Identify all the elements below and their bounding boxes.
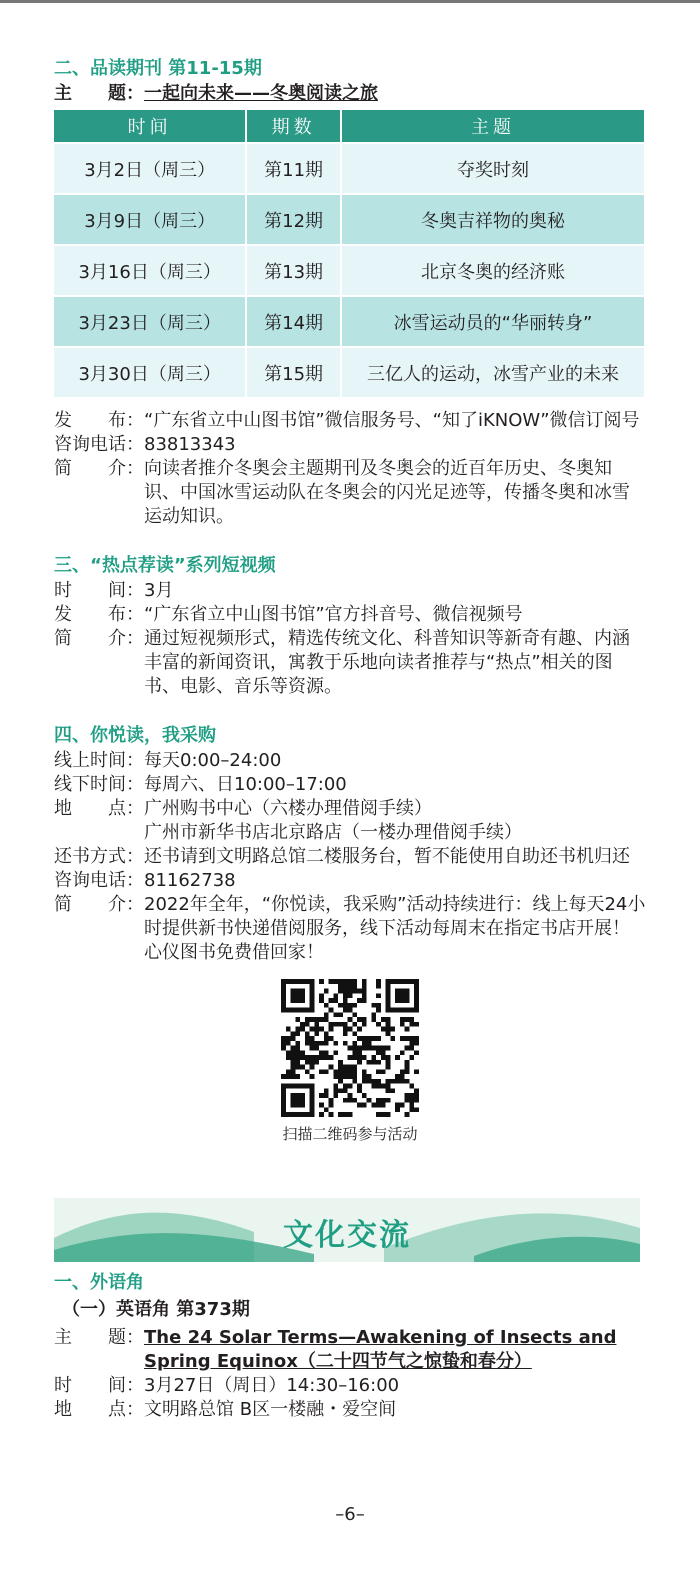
culture-banner (54, 1198, 640, 1262)
return-label: 还书方式： (54, 846, 144, 867)
online-value: 每天0:00–24:00 (144, 750, 282, 771)
cell-topic: 三亿人的运动，冰雪产业的未来 (342, 348, 644, 397)
intro-row (54, 893, 646, 965)
time-row (54, 1374, 646, 1398)
cell-topic: 冬奥吉祥物的奥秘 (342, 195, 644, 244)
phone-label: 咨询电话： (54, 434, 144, 455)
online-time-row (54, 749, 646, 773)
phone-row (54, 433, 646, 457)
place-value: 文明路总馆 B区一楼融・爱空间 (144, 1399, 397, 1420)
phone-label: 咨询电话： (54, 870, 144, 891)
time-value: 3月27日（周日）14:30–16:00 (144, 1375, 400, 1396)
phone-value: 81162738 (144, 870, 236, 891)
table-row (54, 348, 644, 397)
section-title-foreign-language-corner: 一、外语角 (54, 1272, 144, 1293)
subsection-title-english-corner: （一）英语角 第373期 (62, 1299, 250, 1320)
publish-row (54, 409, 646, 433)
schedule-table (52, 108, 646, 399)
section-title-periodicals: 二、品读期刊 第11-15期 (54, 58, 262, 79)
cell-date: 3月23日（周三） (54, 297, 245, 346)
theme-row (54, 82, 646, 106)
place-row (54, 1398, 646, 1422)
cell-issue: 第12期 (247, 195, 340, 244)
table-row (54, 195, 644, 244)
table-row (54, 297, 644, 346)
intro-value: 向读者推介冬奥会主题期刊及冬奥会的近百年历史、冬奥知识、中国冰雪运动队在冬奥会的闪光足迹等，传播冬奥和冰雪运动知识。 (144, 458, 630, 527)
qr-block (270, 979, 430, 1144)
cell-issue: 第15期 (247, 348, 340, 397)
table-row (54, 246, 644, 295)
publish-label: 发 布： (54, 604, 144, 625)
time-label: 时 间： (54, 1375, 144, 1396)
offline-label: 线下时间： (54, 774, 144, 795)
header-topic: 主题 (342, 110, 644, 142)
intro-label: 简 介： (54, 894, 144, 915)
place-label: 地 点： (54, 798, 144, 819)
qr-code-icon[interactable] (281, 979, 419, 1117)
theme-value: 一起向未来——冬奥阅读之旅 (144, 83, 378, 104)
place-label: 地 点： (54, 1399, 144, 1420)
intro-label: 简 介： (54, 628, 144, 649)
cell-date: 3月16日（周三） (54, 246, 245, 295)
phone-row (54, 869, 646, 893)
section-title-hot-reads: 三、“热点荐读”系列短视频 (54, 555, 276, 576)
intro-value: 2022年全年，“你悦读，我采购”活动持续进行：线上每天24小时提供新书快递借阅服务，线下活动每周末在指定书店开展！心仪图书免费借回家！ (144, 894, 646, 963)
publish-label: 发 布： (54, 410, 144, 431)
intro-row (54, 627, 646, 699)
phone-value: 83813343 (144, 434, 236, 455)
table-row (54, 144, 644, 193)
offline-time-row (54, 773, 646, 797)
section-title-you-read-we-buy: 四、你悦读，我采购 (54, 725, 216, 746)
theme-value-line-1: The 24 Solar Terms—Awakening of Insects and (144, 1327, 617, 1348)
document-page (54, 56, 646, 1422)
table-header-row (54, 110, 644, 142)
top-border (0, 0, 700, 3)
header-time: 时间 (54, 110, 245, 142)
theme-row (54, 1326, 646, 1374)
publish-value: “广东省立中山图书馆”官方抖音号、微信视频号 (144, 604, 523, 625)
place-value (144, 797, 646, 845)
cell-issue: 第14期 (247, 297, 340, 346)
place-value-line-2: 广州市新华书店北京路店（一楼办理借阅手续） (144, 822, 522, 843)
return-row (54, 845, 646, 869)
cell-topic: 夺奖时刻 (342, 144, 644, 193)
cell-date: 3月2日（周三） (54, 144, 245, 193)
cell-topic: 冰雪运动员的“华丽转身” (342, 297, 644, 346)
intro-row (54, 457, 646, 529)
publish-row (54, 603, 646, 627)
place-value-line-1: 广州购书中心（六楼办理借阅手续） (144, 798, 432, 819)
time-label: 时 间： (54, 580, 144, 601)
theme-label: 主 题： (54, 83, 144, 104)
cell-topic: 北京冬奥的经济账 (342, 246, 644, 295)
time-value: 3月 (144, 580, 174, 601)
intro-value: 通过短视频形式，精选传统文化、科普知识等新奇有趣、内涵丰富的新闻资讯，寓教于乐地向读者推荐与“热点”相关的图书、电影、音乐等资源。 (144, 628, 630, 697)
publish-value: “广东省立中山图书馆”微信服务号、“知了iKNOW”微信订阅号 (144, 410, 640, 431)
page-number: –6– (335, 1504, 365, 1525)
cell-issue: 第11期 (247, 144, 340, 193)
online-label: 线上时间： (54, 750, 144, 771)
return-value: 还书请到文明路总馆二楼服务台，暂不能使用自助还书机归还 (144, 846, 630, 867)
time-row (54, 579, 646, 603)
theme-value (144, 1326, 646, 1374)
qr-caption: 扫描二维码参与活动 (282, 1125, 418, 1143)
cell-issue: 第13期 (247, 246, 340, 295)
intro-label: 简 介： (54, 458, 144, 479)
theme-value-line-2: Spring Equinox（二十四节气之惊蛰和春分） (144, 1351, 532, 1372)
cell-date: 3月30日（周三） (54, 348, 245, 397)
cell-date: 3月9日（周三） (54, 195, 245, 244)
banner-title: 文化交流 (283, 1218, 411, 1253)
header-issue: 期数 (247, 110, 340, 142)
place-row (54, 797, 646, 845)
theme-label: 主 题： (54, 1327, 144, 1348)
offline-value: 每周六、日10:00–17:00 (144, 774, 347, 795)
